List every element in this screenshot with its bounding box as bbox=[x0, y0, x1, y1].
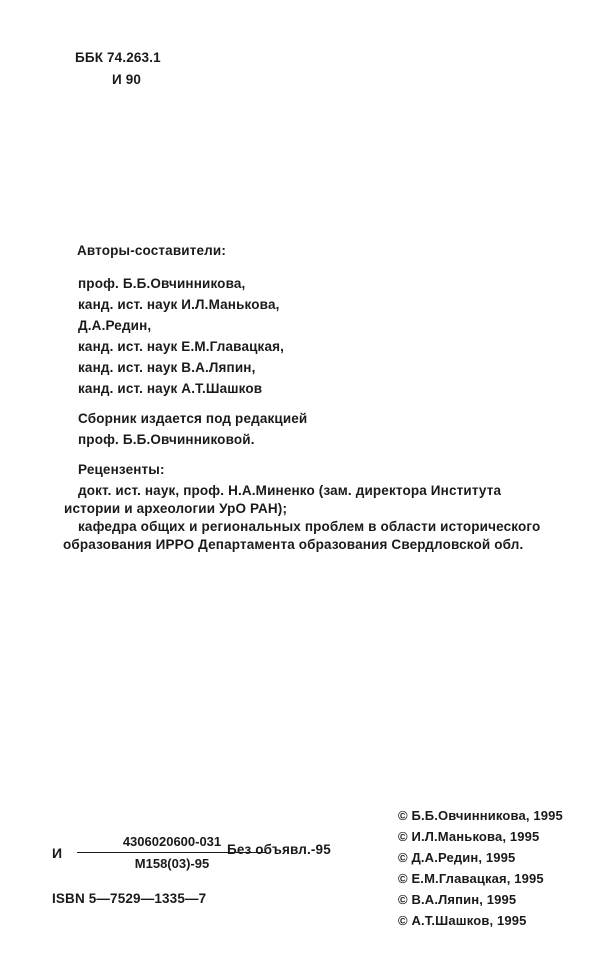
copyright-item: © Д.А.Редин, 1995 bbox=[398, 850, 516, 865]
publication-note: Без объявл.-95 bbox=[227, 842, 331, 857]
publication-code-letter: И bbox=[52, 845, 63, 861]
reviewers-heading: Рецензенты: bbox=[78, 462, 165, 477]
editor-line-2: проф. Б.Б.Овчинниковой. bbox=[78, 432, 255, 447]
author-item: проф. Б.Б.Овчинникова, bbox=[78, 276, 246, 291]
isbn: ISBN 5—7529—1335—7 bbox=[52, 891, 207, 906]
copyright-item: © Е.М.Главацкая, 1995 bbox=[398, 871, 544, 886]
copyright-item: © И.Л.Манькова, 1995 bbox=[398, 829, 540, 844]
authors-heading: Авторы-составители: bbox=[77, 243, 226, 258]
author-item: канд. ист. наук Е.М.Главацкая, bbox=[78, 339, 285, 354]
author-item: Д.А.Редин, bbox=[78, 318, 152, 333]
editor-line-1: Сборник издается под редакцией bbox=[78, 411, 308, 426]
publication-code-denominator: М158(03)-95 bbox=[134, 856, 210, 871]
index-code: И 90 bbox=[112, 72, 142, 87]
author-item: канд. ист. наук А.Т.Шашков bbox=[78, 381, 263, 396]
copyright-item: © А.Т.Шашков, 1995 bbox=[398, 913, 527, 928]
reviewer-line: докт. ист. наук, проф. Н.А.Миненко (зам. директора Института bbox=[78, 483, 502, 498]
bbk-code: ББК 74.263.1 bbox=[75, 50, 161, 65]
publication-code bbox=[52, 830, 352, 890]
reviewer-line: истории и археологии УрО РАН); bbox=[64, 501, 288, 516]
reviewer-line: кафедра общих и региональных проблем в области исторического bbox=[78, 519, 541, 534]
publication-code-numerator: 4306020600-031 bbox=[122, 834, 222, 849]
copyright-item: © В.А.Ляпин, 1995 bbox=[398, 892, 517, 907]
author-item: канд. ист. наук И.Л.Манькова, bbox=[78, 297, 280, 312]
author-item: канд. ист. наук В.А.Ляпин, bbox=[78, 360, 256, 375]
reviewer-line: образования ИРРО Департамента образования Свердловской обл. bbox=[63, 537, 524, 552]
copyright-item: © Б.Б.Овчинникова, 1995 bbox=[398, 808, 563, 823]
